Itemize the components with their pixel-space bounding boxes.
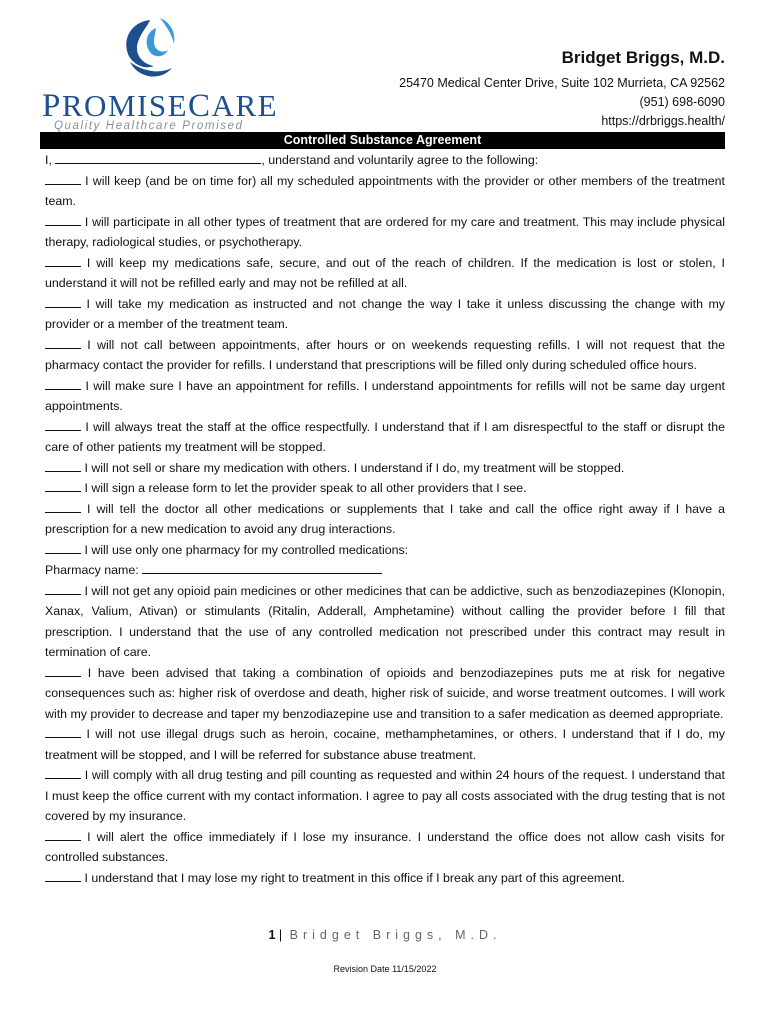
intro-prefix: I,: [45, 153, 52, 167]
footer-separator: |: [278, 928, 283, 942]
phone: (951) 698-6090: [639, 95, 725, 109]
address: 25470 Medical Center Drive, Suite 102 Murrieta, CA 92562: [399, 76, 725, 90]
initials-blank[interactable]: [45, 766, 81, 779]
initials-blank[interactable]: [45, 869, 81, 882]
agreement-item: [45, 335, 725, 376]
revision-date: Revision Date 11/15/2022: [333, 964, 437, 974]
intro-line: [45, 150, 725, 171]
initials-blank[interactable]: [45, 582, 81, 595]
agreement-item-text: I have been advised that taking a combination of opioids and benzodiazepines puts me at risk for negative consequences such as: higher risk of overdose and death, higher risk of suicide, and worse treatment outcomes. I will work with my provider to decrease and taper my benzodiazepine use and transition to a safer medication as deemed appropriate.: [45, 665, 725, 721]
agreement-item-text: I will alert the office immediately if I lose my insurance. I understand the office does not allow cash visits for controlled substances.: [45, 829, 725, 864]
agreement-item: [45, 540, 725, 561]
initials-blank[interactable]: [45, 479, 81, 492]
agreement-item-text: I will comply with all drug testing and pill counting as requested and within 24 hours of the request. I understand that I must keep the office current with my contact information. I agree to pay all costs associated with the drug testing that is not covered by my insurance.: [45, 768, 725, 823]
logo-tagline: Quality Healthcare Promised: [54, 120, 244, 132]
document-title: Controlled Substance Agreement: [40, 132, 725, 149]
agreement-body: [45, 150, 725, 888]
agreement-item: [45, 417, 725, 458]
agreement-item-text: I will participate in all other types of treatment that are ordered for my care and treatment. This may include physical therapy, radiological studies, or psychotherapy.: [45, 214, 725, 249]
agreement-item-text: I will not get any opioid pain medicines or other medicines that can be addictive, such as benzodiazepines (Klonopin, Xanax, Valium, Ativan) or stimulants (Ritalin, Adderall, Amphetamine) without calling the provider before I fill that prescription. I understand that the use of any controlled medication not prescribed under this contract may result in termination of care.: [45, 583, 725, 659]
initials-blank[interactable]: [45, 213, 81, 226]
pharmacy-name-line: [45, 560, 725, 581]
agreement-item: [45, 724, 725, 765]
agreement-item-text: I understand that I may lose my right to treatment in this office if I break any part of this agreement.: [84, 870, 625, 885]
agreement-item: [45, 253, 725, 294]
page-footer: [0, 928, 770, 942]
agreement-item: [45, 499, 725, 540]
agreement-item-text: I will keep (and be on time for) all my scheduled appointments with the provider or other members of the treatment team.: [45, 173, 725, 208]
agreement-item-text: I will make sure I have an appointment for refills. I understand appointments for refills will not be same day urgent appointments.: [45, 378, 725, 413]
agreement-item-text: I will take my medication as instructed and not change the way I take it unless discussing the change with my provider or a member of the treatment team.: [45, 296, 725, 331]
agreement-item-text: I will use only one pharmacy for my controlled medications:: [84, 542, 409, 557]
agreement-item: [45, 868, 725, 889]
agreement-item: [45, 581, 725, 663]
agreement-item: [45, 827, 725, 868]
promisecare-logo: [40, 14, 279, 132]
initials-blank[interactable]: [45, 377, 81, 390]
agreement-item-text: I will sign a release form to let the provider speak to all other providers that I see.: [84, 481, 527, 495]
footer-brand: Bridget Briggs, M.D.: [289, 928, 502, 942]
intro-suffix: , understand and voluntarily agree to the following:: [261, 153, 539, 167]
page-number: 1: [268, 928, 276, 942]
initials-blank[interactable]: [45, 254, 81, 267]
pharmacy-name-blank[interactable]: [142, 561, 382, 574]
website: https://drbriggs.health/: [601, 114, 725, 128]
agreement-item-text: I will not call between appointments, after hours or on weekends requesting refills. I will not request that the pharmacy contact the provider for refills. I understand that prescriptions will be filled only during scheduled office hours.: [45, 337, 725, 372]
initials-blank[interactable]: [45, 295, 81, 308]
agreement-item: [45, 478, 725, 499]
initials-blank[interactable]: [45, 541, 81, 554]
agreement-item: [45, 458, 725, 479]
initials-blank[interactable]: [45, 418, 81, 431]
initials-blank[interactable]: [45, 172, 81, 185]
agreement-item-text: I will not sell or share my medication with others. I understand if I do, my treatment will be stopped.: [84, 460, 625, 475]
agreement-item: [45, 294, 725, 335]
agreement-item-text: I will tell the doctor all other medications or supplements that I take and call the office right away if I have a prescription for a new medication to avoid any drug interactions.: [45, 501, 725, 536]
contact-block: [399, 48, 725, 131]
logo-swirl-icon: [116, 14, 180, 84]
agreement-item: [45, 212, 725, 253]
initials-blank[interactable]: [45, 336, 81, 349]
agreement-item: [45, 663, 725, 725]
agreement-items: [45, 171, 725, 889]
pharmacy-name-label: Pharmacy name:: [45, 563, 139, 577]
patient-name-blank[interactable]: [55, 151, 261, 164]
logo-wordmark: PROMISECARE: [42, 88, 279, 124]
doctor-name: Bridget Briggs, M.D.: [561, 48, 725, 67]
initials-blank[interactable]: [45, 459, 81, 472]
initials-blank[interactable]: [45, 828, 81, 841]
initials-blank[interactable]: [45, 725, 81, 738]
agreement-item-text: I will always treat the staff at the office respectfully. I understand that if I am disrespectful to the staff or disrupt the care of other patients my treatment will be stopped.: [45, 419, 725, 454]
agreement-item: [45, 765, 725, 827]
initials-blank[interactable]: [45, 664, 81, 677]
agreement-item-text: I will not use illegal drugs such as heroin, cocaine, methamphetamines, or others. I understand that if I do, my treatment will be stopped, and I will be referred for substance abuse treatment.: [45, 727, 725, 762]
agreement-item-text: I will keep my medications safe, secure, and out of the reach of children. If the medication is lost or stolen, I understand it will not be refilled early and may not be refilled at all.: [45, 255, 725, 290]
agreement-item: [45, 376, 725, 417]
initials-blank[interactable]: [45, 500, 81, 513]
agreement-item: [45, 171, 725, 212]
